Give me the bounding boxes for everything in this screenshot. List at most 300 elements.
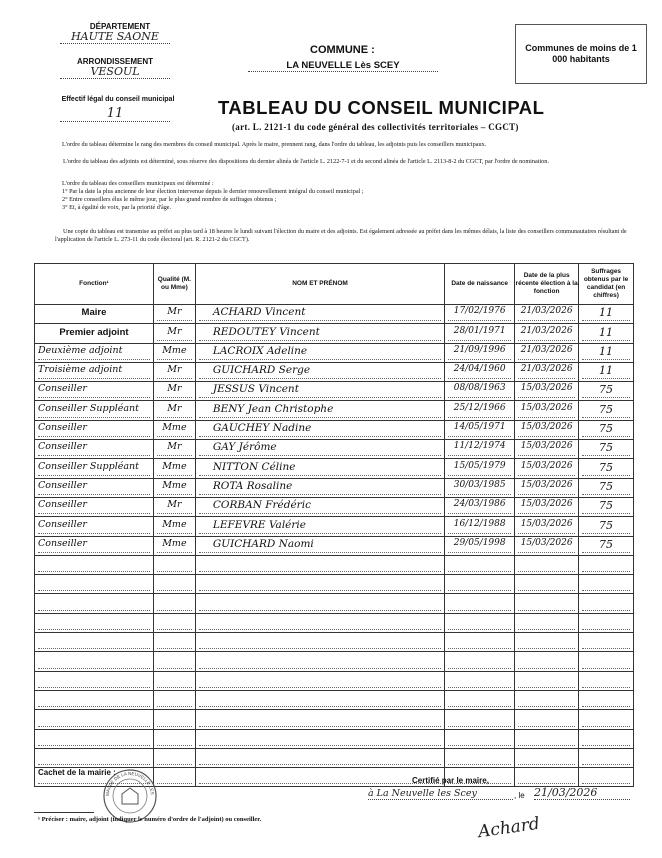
cell-nom xyxy=(195,343,444,362)
cell-fonction xyxy=(35,324,154,343)
cell-fonction xyxy=(35,362,154,381)
cell-election xyxy=(515,575,579,594)
suffrages-value: 75 xyxy=(582,519,630,534)
suffrages-value xyxy=(582,673,630,688)
category-box: Communes de moins de 1 000 habitants xyxy=(515,24,647,84)
effectif-value: 11 xyxy=(60,106,170,122)
cell-election xyxy=(515,420,579,439)
election-value: 15/03/2026 xyxy=(518,461,575,476)
election-value xyxy=(518,576,575,591)
fonction-value: Conseiller xyxy=(38,383,150,398)
election-value: 15/03/2026 xyxy=(518,480,575,495)
table-row xyxy=(35,324,634,343)
cell-qualite xyxy=(153,324,195,343)
table-row xyxy=(35,305,634,324)
cell-suffrages xyxy=(579,497,634,516)
cell-nom xyxy=(195,575,444,594)
qualite-value: Mr xyxy=(157,383,192,398)
naissance-value xyxy=(448,634,511,649)
fonction-value xyxy=(38,692,150,707)
naissance-value xyxy=(448,576,511,591)
nom-value: ROTA Rosaline xyxy=(199,480,441,495)
cell-nom xyxy=(195,401,444,420)
col-suffrages: Suffrages obtenus par le candidat (en chiffres) xyxy=(579,264,634,305)
cell-election xyxy=(515,382,579,401)
qualite-value xyxy=(157,634,192,649)
table-row xyxy=(35,440,634,459)
cell-naissance xyxy=(445,748,515,767)
certifie-label: Certifié par le maire, xyxy=(412,776,489,785)
cell-election xyxy=(515,710,579,729)
cell-election xyxy=(515,671,579,690)
nom-value: LACROIX Adeline xyxy=(199,345,441,360)
cell-fonction xyxy=(35,401,154,420)
suffrages-value xyxy=(582,750,630,765)
cell-naissance xyxy=(445,575,515,594)
naissance-value xyxy=(448,731,511,746)
qualite-value: Mr xyxy=(157,364,192,379)
qualite-value xyxy=(157,557,192,572)
table-row xyxy=(35,497,634,516)
cell-election xyxy=(515,401,579,420)
fonction-value xyxy=(38,654,150,669)
election-value: 15/03/2026 xyxy=(518,383,575,398)
nom-value: GAUCHEY Nadine xyxy=(199,422,441,437)
intro-p3a: 1° Par la date la plus ancienne de leur élection intervenue depuis le dernier renouvellement intégral du conseil municipal ; xyxy=(62,188,364,195)
cell-suffrages xyxy=(579,420,634,439)
election-value: 21/03/2026 xyxy=(518,326,575,341)
nom-value xyxy=(199,731,441,746)
naissance-value xyxy=(448,750,511,765)
suffrages-value xyxy=(582,557,630,572)
cell-fonction xyxy=(35,613,154,632)
cell-suffrages xyxy=(579,710,634,729)
qualite-value: Mme xyxy=(157,422,192,437)
suffrages-value: 75 xyxy=(582,499,630,514)
cell-qualite xyxy=(153,517,195,536)
cell-naissance xyxy=(445,690,515,709)
cell-qualite xyxy=(153,768,195,787)
cell-fonction xyxy=(35,748,154,767)
cell-naissance xyxy=(445,305,515,324)
council-table xyxy=(34,263,634,787)
stamp-text: MAIRIE DE LA NEUVELLE LES xyxy=(104,770,155,797)
fonction-value: Conseiller xyxy=(38,441,150,456)
intro-p2: L'ordre du tableau des adjoints est déterminé, sous réserve des dispositions du dernier alinéa de l'article L. 2122-7-1 et du second alinéa de l'article L. 2113-8-2 du CGCT, par l'ordre de nomination. xyxy=(63,158,549,165)
cell-suffrages xyxy=(579,401,634,420)
nom-value: GUICHARD Naomi xyxy=(199,538,441,553)
cell-qualite xyxy=(153,613,195,632)
cell-election xyxy=(515,459,579,478)
fonction-value: Conseiller xyxy=(38,422,150,437)
suffrages-value xyxy=(582,654,630,669)
cell-qualite xyxy=(153,575,195,594)
col-naissance: Date de naissance xyxy=(445,264,515,305)
certifie-date: 21/03/2026 xyxy=(534,786,630,800)
cell-nom xyxy=(195,459,444,478)
cell-fonction xyxy=(35,652,154,671)
qualite-value xyxy=(157,692,192,707)
cell-election xyxy=(515,652,579,671)
election-value xyxy=(518,673,575,688)
nom-value: CORBAN Frédéric xyxy=(199,499,441,514)
cell-naissance xyxy=(445,652,515,671)
intro-p4: Une copie du tableau est transmise au préfet au plus tard à 18 heures le lundi suivant l'élection du maire et des adjoints. Est également adressée au préfet dans les mêmes délais, la liste des conseillers communautaires résultant de l'application de l'article L. 273-11 du code électoral (art. R. 2121-2 du CGCT). xyxy=(55,228,627,243)
nom-value: GUICHARD Serge xyxy=(199,364,441,379)
le-label: , le xyxy=(514,791,525,800)
cell-nom xyxy=(195,497,444,516)
cell-qualite xyxy=(153,478,195,497)
cell-qualite xyxy=(153,710,195,729)
cell-election xyxy=(515,633,579,652)
naissance-value xyxy=(448,673,511,688)
cell-naissance xyxy=(445,324,515,343)
cell-election xyxy=(515,748,579,767)
election-value: 15/03/2026 xyxy=(518,422,575,437)
suffrages-value: 75 xyxy=(582,461,630,476)
election-value: 15/03/2026 xyxy=(518,441,575,456)
suffrages-value: 75 xyxy=(582,383,630,398)
nom-value xyxy=(199,750,441,765)
cell-election xyxy=(515,555,579,574)
departement-label: DÉPARTEMENT xyxy=(89,22,151,31)
cell-fonction xyxy=(35,440,154,459)
cell-suffrages xyxy=(579,555,634,574)
cell-nom xyxy=(195,324,444,343)
cell-fonction xyxy=(35,343,154,362)
election-value: 15/03/2026 xyxy=(518,403,575,418)
cell-naissance xyxy=(445,497,515,516)
nom-value: NITTON Céline xyxy=(199,461,441,476)
qualite-value: Mr xyxy=(157,499,192,514)
cell-suffrages xyxy=(579,748,634,767)
table-row xyxy=(35,575,634,594)
qualite-value: Mr xyxy=(157,441,192,456)
election-value xyxy=(518,731,575,746)
cell-election xyxy=(515,729,579,748)
cell-fonction xyxy=(35,382,154,401)
cell-nom xyxy=(195,729,444,748)
cell-qualite xyxy=(153,633,195,652)
cell-naissance xyxy=(445,613,515,632)
suffrages-value: 75 xyxy=(582,480,630,495)
cell-nom xyxy=(195,671,444,690)
qualite-value: Mme xyxy=(157,519,192,534)
cell-fonction xyxy=(35,459,154,478)
suffrages-value: 75 xyxy=(582,403,630,418)
qualite-value xyxy=(157,615,192,630)
table-row xyxy=(35,555,634,574)
cell-election xyxy=(515,594,579,613)
fonction-value: Conseiller xyxy=(38,538,150,553)
effectif-label: Effectif légal du conseil municipal xyxy=(61,96,175,103)
col-qualite: Qualité (M. ou Mme) xyxy=(153,264,195,305)
cell-election xyxy=(515,440,579,459)
cell-naissance xyxy=(445,536,515,555)
cell-naissance xyxy=(445,343,515,362)
footnote: ¹ Préciser : maire, adjoint (indiquer le numéro d'ordre de l'adjoint) ou conseiller. xyxy=(38,816,262,823)
cell-nom xyxy=(195,305,444,324)
cell-naissance xyxy=(445,459,515,478)
naissance-value: 14/05/1971 xyxy=(448,422,511,437)
election-value xyxy=(518,750,575,765)
suffrages-value: 75 xyxy=(582,441,630,456)
cell-qualite xyxy=(153,382,195,401)
qualite-value xyxy=(157,731,192,746)
election-value: 21/03/2026 xyxy=(518,345,575,360)
cell-qualite xyxy=(153,729,195,748)
maire-signature: Achard xyxy=(476,813,541,843)
cell-nom xyxy=(195,478,444,497)
cell-election xyxy=(515,536,579,555)
svg-text:MAIRIE DE LA NEUVELLE LES SCEY xyxy=(102,768,155,796)
cell-qualite xyxy=(153,652,195,671)
cell-election xyxy=(515,768,579,787)
suffrages-value xyxy=(582,634,630,649)
fonction-value: Conseiller Suppléant xyxy=(38,461,150,476)
cell-suffrages xyxy=(579,652,634,671)
qualite-value xyxy=(157,596,192,611)
cell-naissance xyxy=(445,420,515,439)
intro-p3: L'ordre du tableau des conseillers municipaux est déterminé : xyxy=(62,180,214,187)
table-row xyxy=(35,652,634,671)
election-value xyxy=(518,712,575,727)
intro-p3b: 2° Entre conseillers élus le même jour, par le plus grand nombre de suffrages obtenus ; xyxy=(62,196,277,203)
qualite-value: Mr xyxy=(157,403,192,418)
qualite-value: Mr xyxy=(157,326,192,341)
naissance-value xyxy=(448,615,511,630)
cachet-label: Cachet de la mairie : xyxy=(38,768,116,777)
cell-qualite xyxy=(153,362,195,381)
cell-qualite xyxy=(153,536,195,555)
cell-suffrages xyxy=(579,613,634,632)
qualite-value: Mme xyxy=(157,480,192,495)
naissance-value xyxy=(448,654,511,669)
fonction-value: Maire xyxy=(81,307,107,319)
cell-fonction xyxy=(35,690,154,709)
cell-nom xyxy=(195,633,444,652)
cell-suffrages xyxy=(579,768,634,787)
cell-qualite xyxy=(153,401,195,420)
cell-naissance xyxy=(445,440,515,459)
suffrages-value xyxy=(582,712,630,727)
nom-value xyxy=(199,673,441,688)
naissance-value xyxy=(448,712,511,727)
table-row xyxy=(35,420,634,439)
cell-suffrages xyxy=(579,536,634,555)
naissance-value: 24/03/1986 xyxy=(448,499,511,514)
cell-fonction xyxy=(35,536,154,555)
suffrages-value xyxy=(582,769,630,784)
qualite-value xyxy=(157,750,192,765)
fonction-value xyxy=(38,750,150,765)
suffrages-value: 75 xyxy=(582,538,630,553)
naissance-value: 17/02/1976 xyxy=(448,306,511,321)
qualite-value xyxy=(157,576,192,591)
table-row xyxy=(35,748,634,767)
fonction-value xyxy=(38,596,150,611)
naissance-value xyxy=(448,692,511,707)
page-subtitle: (art. L. 2121-1 du code général des collectivités territoriales – CGCT) xyxy=(232,122,519,132)
fonction-value: Conseiller xyxy=(38,499,150,514)
table-row xyxy=(35,633,634,652)
fonction-value: Troisième adjoint xyxy=(38,364,150,379)
table-row xyxy=(35,401,634,420)
table-row xyxy=(35,690,634,709)
election-value: 21/03/2026 xyxy=(518,364,575,379)
cell-qualite xyxy=(153,459,195,478)
nom-value: BENY Jean Christophe xyxy=(199,403,441,418)
nom-value xyxy=(199,654,441,669)
nom-value xyxy=(199,596,441,611)
col-nom: NOM ET PRÉNOM xyxy=(195,264,444,305)
certifie-lieu: à La Neuvelle les Scey xyxy=(368,788,513,800)
fonction-value xyxy=(38,615,150,630)
cell-suffrages xyxy=(579,459,634,478)
cell-qualite xyxy=(153,594,195,613)
suffrages-value xyxy=(582,615,630,630)
col-fonction: Fonction¹ xyxy=(35,264,154,305)
cell-qualite xyxy=(153,305,195,324)
cell-fonction xyxy=(35,478,154,497)
naissance-value: 11/12/1974 xyxy=(448,441,511,456)
cell-naissance xyxy=(445,478,515,497)
suffrages-value: 11 xyxy=(582,326,630,341)
cell-suffrages xyxy=(579,633,634,652)
cell-nom xyxy=(195,710,444,729)
cell-qualite xyxy=(153,555,195,574)
fonction-value xyxy=(38,731,150,746)
table-row xyxy=(35,536,634,555)
cell-naissance xyxy=(445,710,515,729)
nom-value: ACHARD Vincent xyxy=(199,306,441,321)
cell-fonction xyxy=(35,555,154,574)
qualite-value: Mme xyxy=(157,461,192,476)
qualite-value: Mme xyxy=(157,538,192,553)
cell-suffrages xyxy=(579,575,634,594)
table-row xyxy=(35,517,634,536)
nom-value xyxy=(199,769,441,784)
table-row xyxy=(35,594,634,613)
cell-nom xyxy=(195,613,444,632)
suffrages-value xyxy=(582,596,630,611)
fonction-value xyxy=(38,634,150,649)
cell-qualite xyxy=(153,671,195,690)
col-election: Date de la plus récente élection à la fonction xyxy=(515,264,579,305)
nom-value xyxy=(199,712,441,727)
cell-election xyxy=(515,305,579,324)
cell-qualite xyxy=(153,440,195,459)
cell-election xyxy=(515,613,579,632)
table-row xyxy=(35,478,634,497)
cell-election xyxy=(515,343,579,362)
cell-election xyxy=(515,478,579,497)
table-row xyxy=(35,710,634,729)
table-row xyxy=(35,729,634,748)
cell-fonction xyxy=(35,305,154,324)
cell-qualite xyxy=(153,690,195,709)
qualite-value xyxy=(157,769,192,784)
fonction-value xyxy=(38,673,150,688)
naissance-value: 29/05/1998 xyxy=(448,538,511,553)
arrondissement-label: ARRONDISSEMENT xyxy=(76,57,153,66)
intro-p3c: 3° Et, à égalité de voix, par la priorité d'âge. xyxy=(62,204,172,211)
election-value xyxy=(518,769,575,784)
fonction-value: Deuxième adjoint xyxy=(38,345,150,360)
election-value xyxy=(518,596,575,611)
arrondissement-value: VESOUL xyxy=(60,65,170,79)
cell-qualite xyxy=(153,420,195,439)
suffrages-value xyxy=(582,731,630,746)
cell-nom xyxy=(195,382,444,401)
cell-suffrages xyxy=(579,305,634,324)
cell-election xyxy=(515,324,579,343)
table-row xyxy=(35,343,634,362)
fonction-value: Conseiller xyxy=(38,480,150,495)
cell-nom xyxy=(195,768,444,787)
cell-naissance xyxy=(445,555,515,574)
commune-label: COMMUNE : xyxy=(310,44,375,56)
naissance-value: 24/04/1960 xyxy=(448,364,511,379)
cell-suffrages xyxy=(579,671,634,690)
table-row xyxy=(35,382,634,401)
election-value xyxy=(518,634,575,649)
naissance-value: 25/12/1966 xyxy=(448,403,511,418)
suffrages-value: 11 xyxy=(582,306,630,321)
table-row xyxy=(35,613,634,632)
footnote-divider xyxy=(34,812,94,813)
fonction-value: Conseiller Suppléant xyxy=(38,403,150,418)
cell-naissance xyxy=(445,362,515,381)
cell-nom xyxy=(195,748,444,767)
cell-suffrages xyxy=(579,690,634,709)
cell-nom xyxy=(195,517,444,536)
fonction-value xyxy=(38,576,150,591)
cell-naissance xyxy=(445,671,515,690)
qualite-value xyxy=(157,654,192,669)
naissance-value xyxy=(448,596,511,611)
page-title: TABLEAU DU CONSEIL MUNICIPAL xyxy=(218,97,545,118)
fonction-value: Conseiller xyxy=(38,519,150,534)
cell-nom xyxy=(195,362,444,381)
cell-qualite xyxy=(153,748,195,767)
cell-qualite xyxy=(153,497,195,516)
cell-naissance xyxy=(445,594,515,613)
cell-fonction xyxy=(35,729,154,748)
nom-value: JESSUS Vincent xyxy=(199,383,441,398)
cell-fonction xyxy=(35,594,154,613)
fonction-value: Premier adjoint xyxy=(59,326,129,338)
suffrages-value: 75 xyxy=(582,422,630,437)
naissance-value: 28/01/1971 xyxy=(448,326,511,341)
table-row xyxy=(35,362,634,381)
election-value xyxy=(518,654,575,669)
cell-naissance xyxy=(445,633,515,652)
cell-election xyxy=(515,497,579,516)
nom-value: GAY Jérôme xyxy=(199,441,441,456)
election-value xyxy=(518,615,575,630)
intro-p1: L'ordre du tableau détermine le rang des membres du conseil municipal. Après le maire, prennent rang, dans l'ordre du tableau, les adjoints puis les conseillers municipaux. xyxy=(62,141,487,148)
cell-election xyxy=(515,362,579,381)
cell-naissance xyxy=(445,382,515,401)
commune-value: LA NEUVELLE Lès SCEY xyxy=(248,60,438,72)
cell-nom xyxy=(195,420,444,439)
suffrages-value xyxy=(582,692,630,707)
cell-fonction xyxy=(35,517,154,536)
naissance-value: 21/09/1996 xyxy=(448,345,511,360)
cell-election xyxy=(515,517,579,536)
election-value: 21/03/2026 xyxy=(518,306,575,321)
